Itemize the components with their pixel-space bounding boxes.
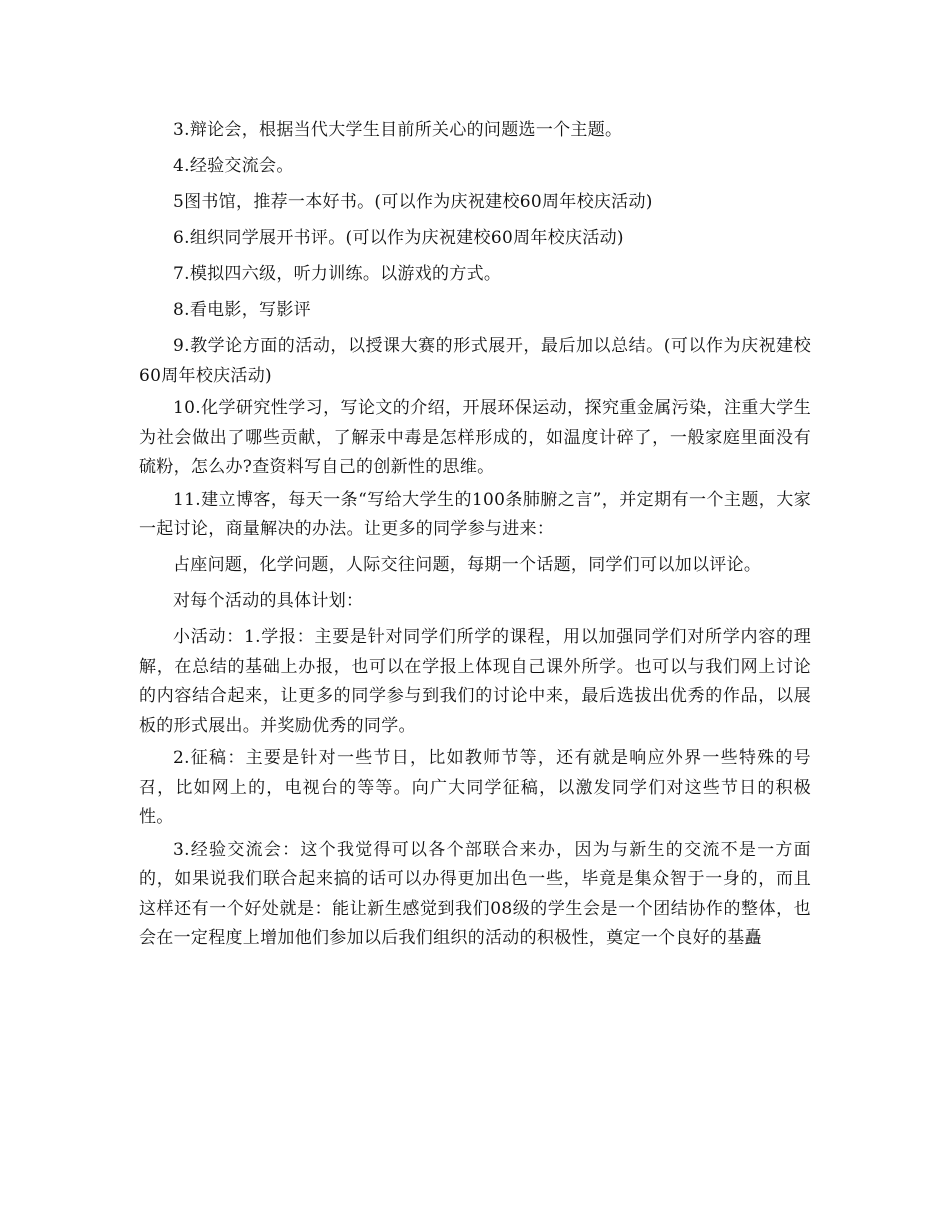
paragraph-debate: 3.辩论会，根据当代大学生目前所关心的问题选一个主题。: [173, 120, 623, 140]
paragraph-call-for-papers: 2.征稿：主要是针对一些节日，比如教师节等，还有就是响应外界一些特殊的号召，比如网上的，电视台的等等。向广大同学征稿，以激发同学们对这些节日的积极性。: [139, 748, 811, 827]
paragraph-plan-heading: 对每个活动的具体计划：: [173, 591, 364, 611]
paragraph-school-paper: 小活动：1.学报：主要是针对同学们所学的课程，用以加强同学们对所学内容的理解，在总结的基础上办报，也可以在学报上体现自己课外所学。也可以与我们网上讨论的内容结合起来，让更多的同学参与到我们的讨论中来，最后选拔出优秀的作品，以展板的形式展出。并奖励优秀的同学。: [139, 627, 811, 736]
paragraph-topics: 占座问题，化学问题，人际交往问题，每期一个话题，同学们可以加以评论。: [173, 555, 762, 575]
paragraph-book-review: 6.组织同学展开书评。(可以作为庆祝建校60周年校庆活动): [173, 228, 624, 248]
paragraph-experience-exchange: 3.经验交流会：这个我觉得可以各个部联合来办，因为与新生的交流不是一方面的，如果说我们联合起来搞的话可以办得更加出色一些，毕竟是集众智于一身的，而且这样还有一个好处就是：能让新生感觉到我们08级的学生会是一个团结协作的整体，也会在一定程度上增加他们参加以后我们组织的活动的积极性，奠定一个良好的基矗: [139, 839, 811, 948]
paragraph-movie-review: 8.看电影，写影评: [173, 300, 311, 320]
paragraph-teaching-contest: 9.教学论方面的活动，以授课大赛的形式展开，最后加以总结。(可以作为庆祝建校60周年校庆活动): [139, 336, 811, 386]
paragraph-chemistry-research: 10.化学研究性学习，写论文的介绍，开展环保运动，探究重金属污染，注重大学生为社会做出了哪些贡献，了解汞中毒是怎样形成的，如温度计碎了，一般家庭里面没有硫粉，怎么办?查资料写自己的创新性的思维。: [139, 398, 811, 477]
document-body: [139, 116, 811, 960]
paragraph-library: 5图书馆，推荐一本好书。(可以作为庆祝建校60周年校庆活动): [173, 192, 653, 212]
paragraph-cet-listening: 7.模拟四六级，听力训练。以游戏的方式。: [173, 264, 502, 284]
paragraph-blog: 11.建立博客，每天一条“写给大学生的100条肺腑之言”，并定期有一个主题，大家一起讨论，商量解决的办法。让更多的同学参与进来：: [139, 489, 811, 539]
paragraph-experience-meeting: 4.经验交流会。: [173, 156, 294, 176]
